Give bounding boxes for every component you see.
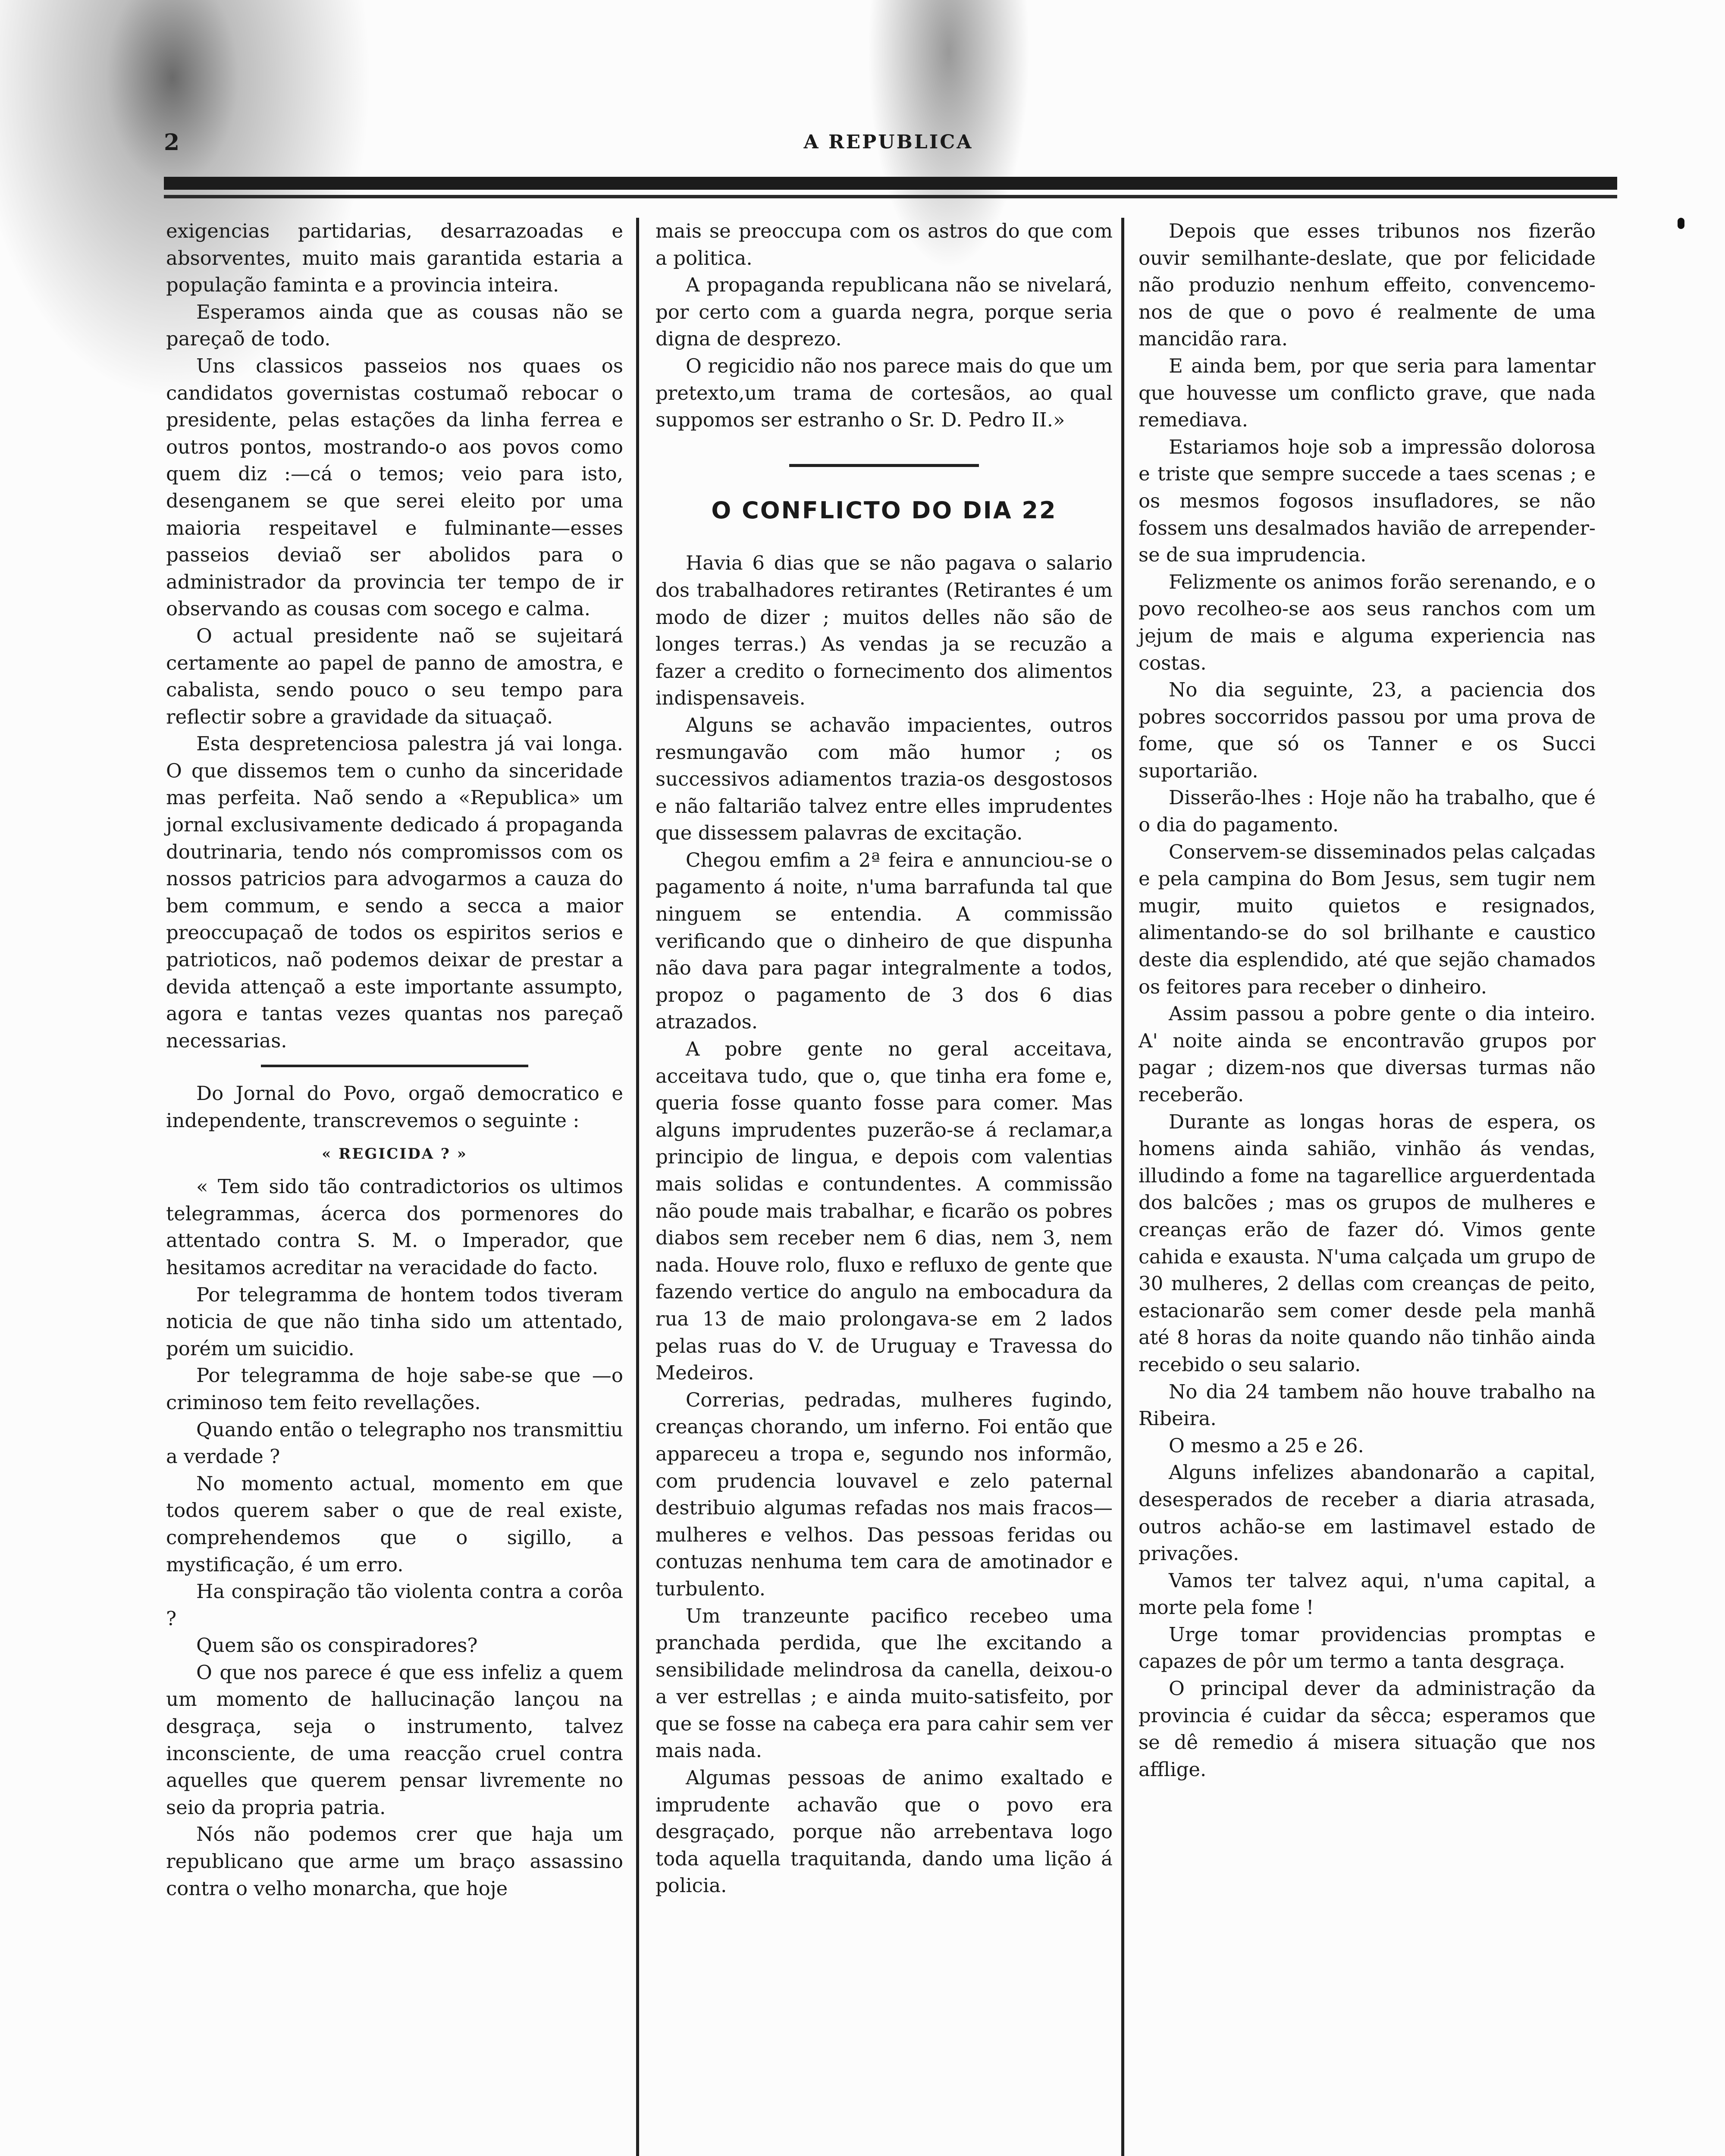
paragraph: E ainda bem, por que seria para lamentar que houvesse um conflicto grave, que nada remediava. — [1138, 354, 1596, 432]
section-title: O CONFLICTO DO DIA 22 — [711, 496, 1057, 524]
paragraph: Havia 6 dias que se não pagava o salario dos trabalhadores retirantes (Retirantes é um modo de dizer ; muitos delles não são de longes terras.) As vendas ja se recuzão a fazer a credito o fornecimento dos alimentos indispensaveis. — [656, 552, 1113, 710]
column-1 — [166, 218, 623, 1902]
paragraph: A pobre gente no geral acceitava, acceitava tudo, que o, que tinha era fome e, queria fosse quanto fosse para comer. Mas alguns imprudentes puzerão-se á reclamar,a principio de lingua, e depois com valentias mais solidas e contundentes. A commissão não poude mais trabalhar, e ficarão os pobres diabos sem receber nem 6 dias, nem 3, nem nada. Houve rolo, fluxo e refluxo de gente que fazendo vertice do angulo na embocadura da rua 13 de maio prolongava-se em 2 lados pelas ruas do V. de Uruguay e Travessa do Medeiros. — [656, 1037, 1113, 1385]
paragraph: O regicidio não nos parece mais do que um pretexto,um trama de cortesãos, ao qual suppomos ser estranho o Sr. D. Pedro II.» — [656, 354, 1113, 432]
paragraph: A propaganda republicana não se nivelará, por certo com a guarda negra, porque seria digna de desprezo. — [656, 273, 1113, 351]
paragraph: Esperamos ainda que as cousas não se pareçaõ de todo. — [166, 300, 623, 351]
masthead-title: A REPUBLICA — [803, 131, 973, 153]
paragraph: Urge tomar providencias promptas e capazes de pôr um termo a tanta desgraça. — [1138, 1623, 1596, 1673]
paragraph: Quem são os conspiradores? — [196, 1634, 478, 1657]
paragraph: Um tranzeunte pacifico recebeo uma pranchada perdida, que lhe excitando a sensibilidade melindrosa da canella, deixou-o a ver estrellas ; e ainda muito-satisfeito, por que se fosse na cabeça era para cahir sem ver mais nada. — [656, 1604, 1113, 1762]
paragraph: Estariamos hoje sob a impressão dolorosa e triste que sempre succede a taes scenas ; e os mesmos fogosos insufladores, se não fossem uns desalmados havião de arrepender-se de sua imprudencia. — [1138, 435, 1596, 567]
paragraph: No dia seguinte, 23, a paciencia dos pobres soccorridos passou por uma prova de fome, que só os Tanner e os Succi suportarião. — [1138, 678, 1596, 782]
column-3 — [1138, 218, 1596, 1783]
column-divider — [1121, 218, 1124, 2156]
paragraph: No dia 24 tambem não houve trabalho na Ribeira. — [1138, 1380, 1596, 1430]
paragraph: exigencias partidarias, desarrazoadas e absorventes, muito mais garantida estaria a população faminta e a provincia inteira. — [166, 219, 623, 297]
header-rule-thick — [164, 177, 1617, 190]
section-rule — [789, 464, 979, 467]
paragraph: O mesmo a 25 e 26. — [1169, 1434, 1364, 1457]
ornament-divider — [261, 1065, 528, 1067]
paragraph: Esta despretenciosa palestra já vai longa. O que dissemos tem o cunho da sinceridade mas perfeita. Naõ sendo a «Republica» um jornal exclusivamente dedicado á propaganda doutrinaria, tendo nós compromissos com os nossos patricios para advogarmos a cauza do bem commum, e sendo a secca a maior preoccupaçaõ de todos os espiritos serios e patrioticos, naõ podemos deixar de prestar a devida attençaõ a este importante assumpto, agora e tantas vezes quantas nos pareçaõ necessarias. — [166, 732, 623, 1052]
paragraph: O que nos parece é que ess infeliz a quem um momento de hallucinação lançou na desgraça, seja o instrumento, talvez inconsciente, de uma reacção cruel contra aquelles que querem pensar livremente no seio da propria patria. — [166, 1661, 623, 1819]
header-rule-thin — [164, 195, 1617, 198]
paragraph: mais se preoccupa com os astros do que com a politica. — [656, 219, 1113, 270]
paragraph: Alguns se achavão impacientes, outros resmungavão com mão humor ; os successivos adiamentos trazia-os desgostosos e não faltarião talvez entre elles imprudentes que dissessem palavras de excitação. — [656, 713, 1113, 845]
paragraph: O actual presidente naõ se sujeitará certamente ao papel de panno de amostra, e cabalista, sendo pouco o seu tempo para reflectir sobre a gravidade da situaçaõ. — [166, 624, 623, 728]
paragraph: Disserão-lhes : Hoje não ha trabalho, que é o dia do pagamento. — [1138, 786, 1596, 837]
paragraph: Assim passou a pobre gente o dia inteiro. A' noite ainda se encontravão grupos por pagar ; dizem-nos que diversas turmas não receberão. — [1138, 1002, 1596, 1106]
transcription-intro: Do Jornal do Povo, orgaõ democratico e independente, transcrevemos o seguinte : — [166, 1082, 623, 1132]
paragraph: Vamos ter talvez aqui, n'uma capital, a morte pela fome ! — [1138, 1569, 1596, 1619]
paragraph: Algumas pessoas de animo exaltado e imprudente achavão que o povo era desgraçado, porque não arrebentava logo toda aquella traquitanda, dando uma lição á policia. — [656, 1766, 1113, 1897]
paragraph: Alguns infelizes abandonarão a capital, desesperados de receber a diaria atrasada, outros achão-se em lastimavel estado de privações. — [1138, 1461, 1596, 1565]
paragraph: Conservem-se disseminados pelas calçadas e pela campina do Bom Jesus, sem tugir nem mugir, muito quietos e resignados, alimentando-se do sol brilhante e caustico deste dia esplendido, até que sejão chamados os feitores para receber o dinheiro. — [1138, 840, 1596, 998]
paragraph: Depois que esses tribunos nos fizerão ouvir semilhante-deslate, que por felicidade não produzio nenhum effeito, convencemo-nos de que o povo é realmente de uma mancidão rara. — [1138, 219, 1596, 351]
paragraph: Quando então o telegrapho nos transmittiu a verdade ? — [166, 1418, 623, 1468]
paragraph: O principal dever da administração da provincia é cuidar da sêcca; esperamos que se dê remedio á misera situação que nos afflige. — [1138, 1677, 1596, 1781]
page-header — [164, 129, 1613, 155]
margin-mark — [1678, 218, 1684, 229]
paragraph: Nós não podemos crer que haja um republicano que arme um braço assassino contra o velho monarcha, que hoje — [166, 1823, 623, 1900]
article-subtitle: « REGICIDA ? » — [322, 1145, 467, 1163]
paragraph: Durante as longas horas de espera, os homens ainda sahião, vinhão ás vendas, illudindo a fome na tagarellice arguerdentada dos balcões ; mas os grupos de mulheres e creanças erão de fazer dó. Vimos gente cahida e exausta. N'uma calçada um grupo de 30 mulheres, 2 dellas com creanças de peito, estacionarão sem comer desde pela manhã até 8 horas da noite quando não tinhão ainda recebido o seu salario. — [1138, 1110, 1596, 1376]
page-number: 2 — [164, 129, 180, 156]
paragraph: Felizmente os animos forão serenando, e o povo recolheo-se aos seus ranchos com um jejum de mais e alguma experiencia nas costas. — [1138, 570, 1596, 674]
paragraph: Chegou emfim a 2ª feira e annunciou-se o pagamento á noite, n'uma barrafunda tal que ninguem se entendia. A commissão verificando que o dinheiro de que dispunha não dava para pagar integralmente a todos, propoz o pagamento de 3 dos 6 dias atrazados. — [656, 848, 1113, 1034]
column-2 — [656, 218, 1113, 1899]
paragraph: No momento actual, momento em que todos querem saber o que de real existe, comprehendemos que o sigillo, a mystificação, é um erro. — [166, 1472, 623, 1576]
paragraph: Uns classicos passeios nos quaes os candidatos governistas costumaõ rebocar o presidente, pelas estações da linha ferrea e outros pontos, mostrando-o aos povos como quem diz :—cá o temos; veio para isto, desenganem se que serei eleito por uma maioria respeitavel e fulminante—esses passeios deviaõ ser abolidos para o administrador da provincia ter tempo de ir observando as cousas com socego e calma. — [166, 354, 623, 620]
paragraph: Por telegramma de hontem todos tiveram noticia de que não tinha sido um attentado, porém um suicidio. — [166, 1283, 623, 1360]
paragraph: Ha conspiração tão violenta contra a corôa ? — [166, 1580, 623, 1630]
column-divider — [636, 218, 639, 2156]
paragraph: Correrias, pedradas, mulheres fugindo, creanças chorando, um inferno. Foi então que appareceu a tropa e, segundo nos informão, com prudencia louvavel e zelo paternal destribuio algumas refadas nos mais fracos—mulheres e velhos. Das pessoas feridas ou contuzas nenhuma tem cara de amotinador e turbulento. — [656, 1388, 1113, 1600]
paragraph: Por telegramma de hoje sabe-se que —o criminoso tem feito revellações. — [166, 1364, 623, 1414]
paragraph: « Tem sido tão contradictorios os ultimos telegrammas, ácerca dos pormenores do attentado contra S. M. o Imperador, que hesitamos acreditar na veracidade do facto. — [166, 1175, 623, 1279]
